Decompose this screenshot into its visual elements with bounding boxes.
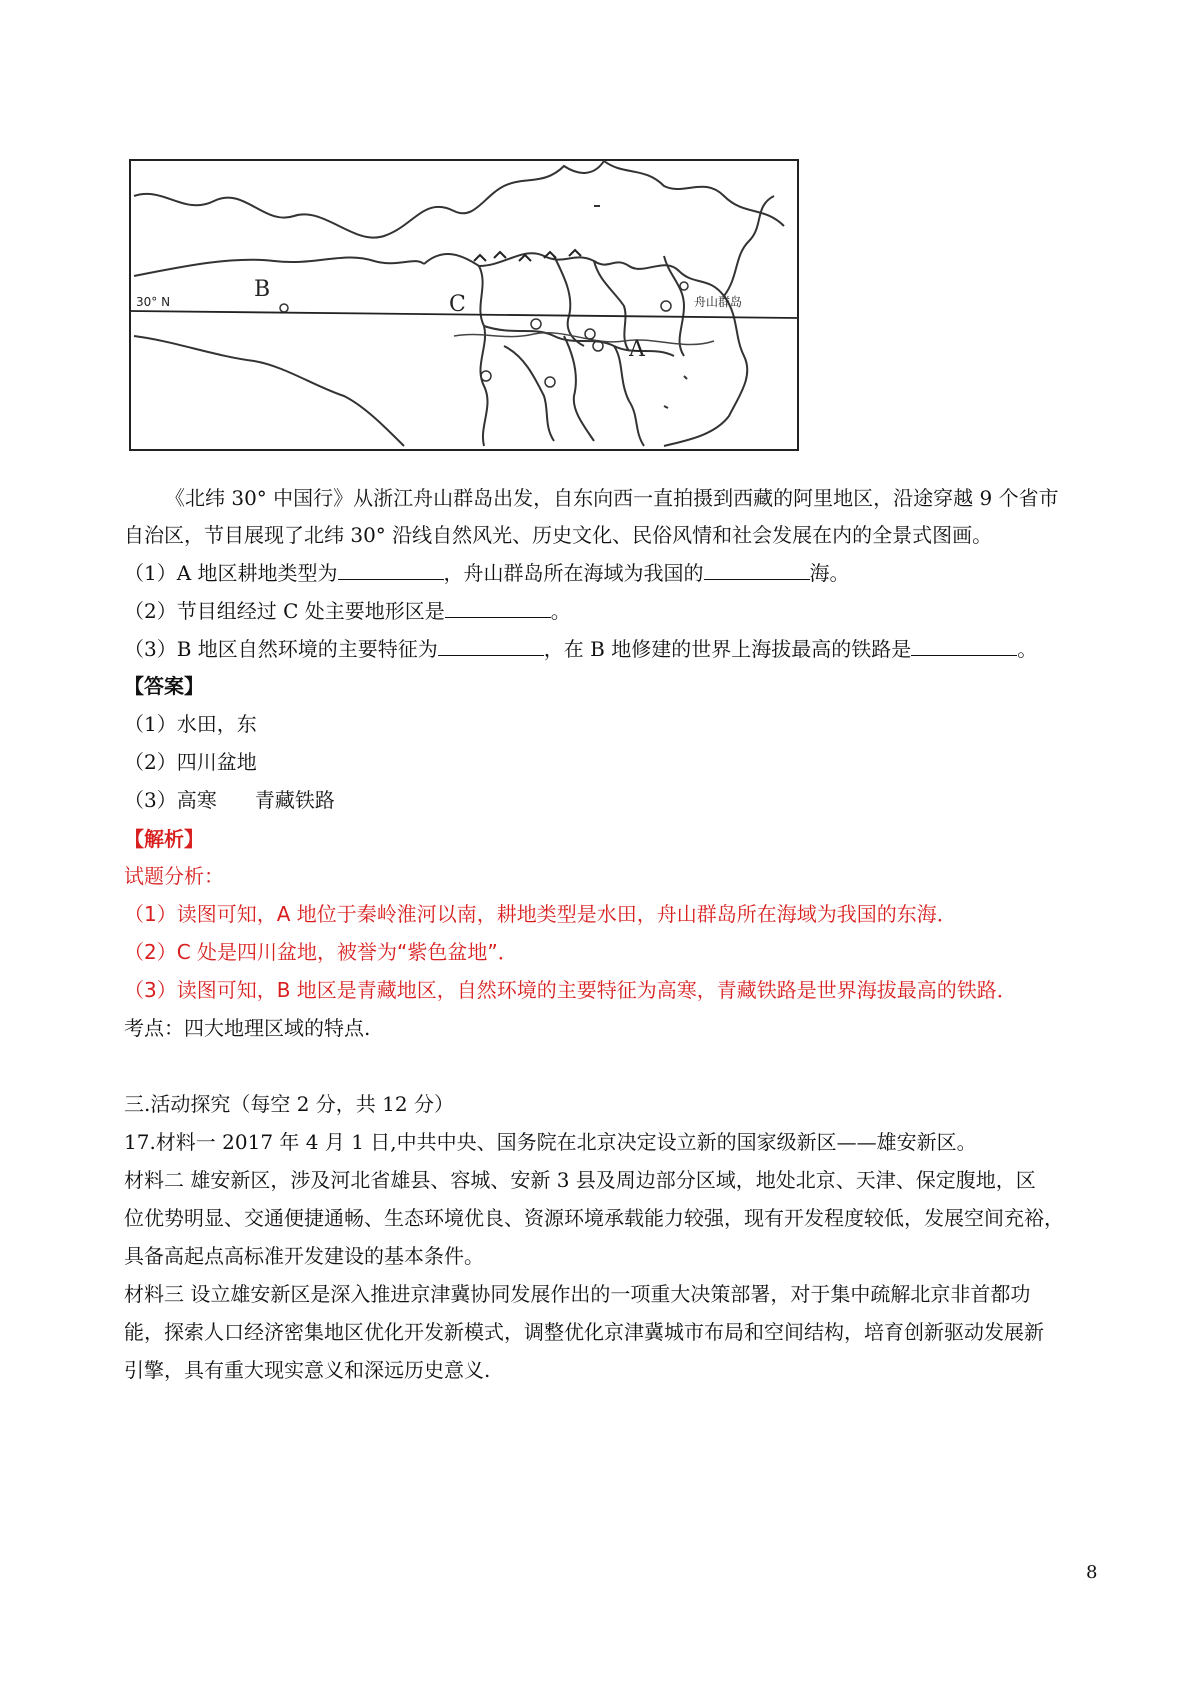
analysis-point-3: （3）读图可知，B 地区是青藏地区，自然环境的主要特征为高寒，青藏铁路是世界海拔最高的铁路． — [124, 978, 1017, 1002]
question-1 — [124, 559, 850, 587]
label-c: C — [449, 292, 466, 317]
q3-text-b: ，在 B 地修建的世界上海拔最高的铁路是 — [543, 637, 912, 661]
answer-3: （3）高寒 青藏铁路 — [124, 788, 335, 812]
material-2-line-3: 具备高起点高标准开发建设的基本条件。 — [124, 1244, 484, 1268]
analysis-subheading: 试题分析： — [124, 864, 224, 888]
answer-1: （1）水田，东 — [124, 712, 257, 736]
intro-line-1: 《北纬 30° 中国行》从浙江舟山群岛出发，自东向西一直拍摄到西藏的阿里地区，沿途穿越 9 个省市 — [165, 486, 1059, 510]
material-2-line-1: 材料二 雄安新区，涉及河北省雄县、容城、安新 3 县及周边部分区域，地处北京、天津、保定腹地，区 — [124, 1168, 1036, 1192]
latitude-label: 30° N — [136, 295, 171, 309]
answer-2: （2）四川盆地 — [124, 750, 257, 774]
label-a: A — [629, 337, 645, 362]
label-b: B — [254, 277, 271, 302]
q3-text-c: 。 — [1017, 637, 1038, 661]
q1-blank-2 — [704, 559, 810, 580]
analysis-point-1: （1）读图可知，A 地位于秦岭淮河以南，耕地类型是水田，舟山群岛所在海域为我国的东海． — [124, 902, 957, 926]
q1-text-b: ，舟山群岛所在海域为我国的 — [443, 561, 704, 585]
north-latitude-30-map — [124, 156, 804, 456]
intro-line-2: 自治区，节目展现了北纬 30° 沿线自然风光、历史文化、民俗风情和社会发展在内的全景式图画。 — [124, 523, 993, 547]
page-number: 8 — [1086, 1562, 1098, 1583]
analysis-point-2: （2）C 处是四川盆地，被誉为“紫色盆地”． — [124, 940, 518, 964]
q3-blank-1 — [438, 635, 544, 656]
map-figure — [124, 156, 804, 456]
kaodian: 考点：四大地理区域的特点. — [124, 1016, 371, 1040]
q1-text-c: 海。 — [809, 561, 850, 585]
material-3-line-2: 能，探索人口经济密集地区优化开发新模式，调整优化京津冀城市布局和空间结构，培育创新驱动发展新 — [124, 1320, 1044, 1344]
analysis-heading: 【解析】 — [124, 827, 204, 851]
q1-text-a: （1）A 地区耕地类型为 — [124, 561, 338, 585]
q2-text-b: 。 — [550, 599, 571, 623]
label-zhoushan: 舟山群岛 — [694, 295, 743, 309]
q1-blank-1 — [338, 559, 444, 580]
q2-blank — [445, 597, 551, 618]
q3-text-a: （3）B 地区自然环境的主要特征为 — [124, 637, 438, 661]
section-3-heading: 三.活动探究（每空 2 分，共 12 分） — [124, 1092, 454, 1116]
material-2-line-2: 位优势明显、交通便捷通畅、生态环境优良、资源环境承载能力较强，现有开发程度较低，发展空间充裕， — [124, 1206, 1064, 1230]
material-1: 17.材料一 2017 年 4 月 1 日,中共中央、国务院在北京决定设立新的国家级新区——雄安新区。 — [124, 1130, 977, 1154]
answer-heading: 【答案】 — [124, 674, 204, 698]
material-3-line-3: 引擎，具有重大现实意义和深远历史意义. — [124, 1358, 491, 1382]
material-3-line-1: 材料三 设立雄安新区是深入推进京津冀协同发展作出的一项重大决策部署，对于集中疏解北京非首都功 — [124, 1282, 1031, 1306]
question-3 — [124, 635, 1037, 663]
q2-text-a: （2）节目组经过 C 处主要地形区是 — [124, 599, 445, 623]
q3-blank-2 — [911, 635, 1017, 656]
question-2 — [124, 597, 571, 625]
